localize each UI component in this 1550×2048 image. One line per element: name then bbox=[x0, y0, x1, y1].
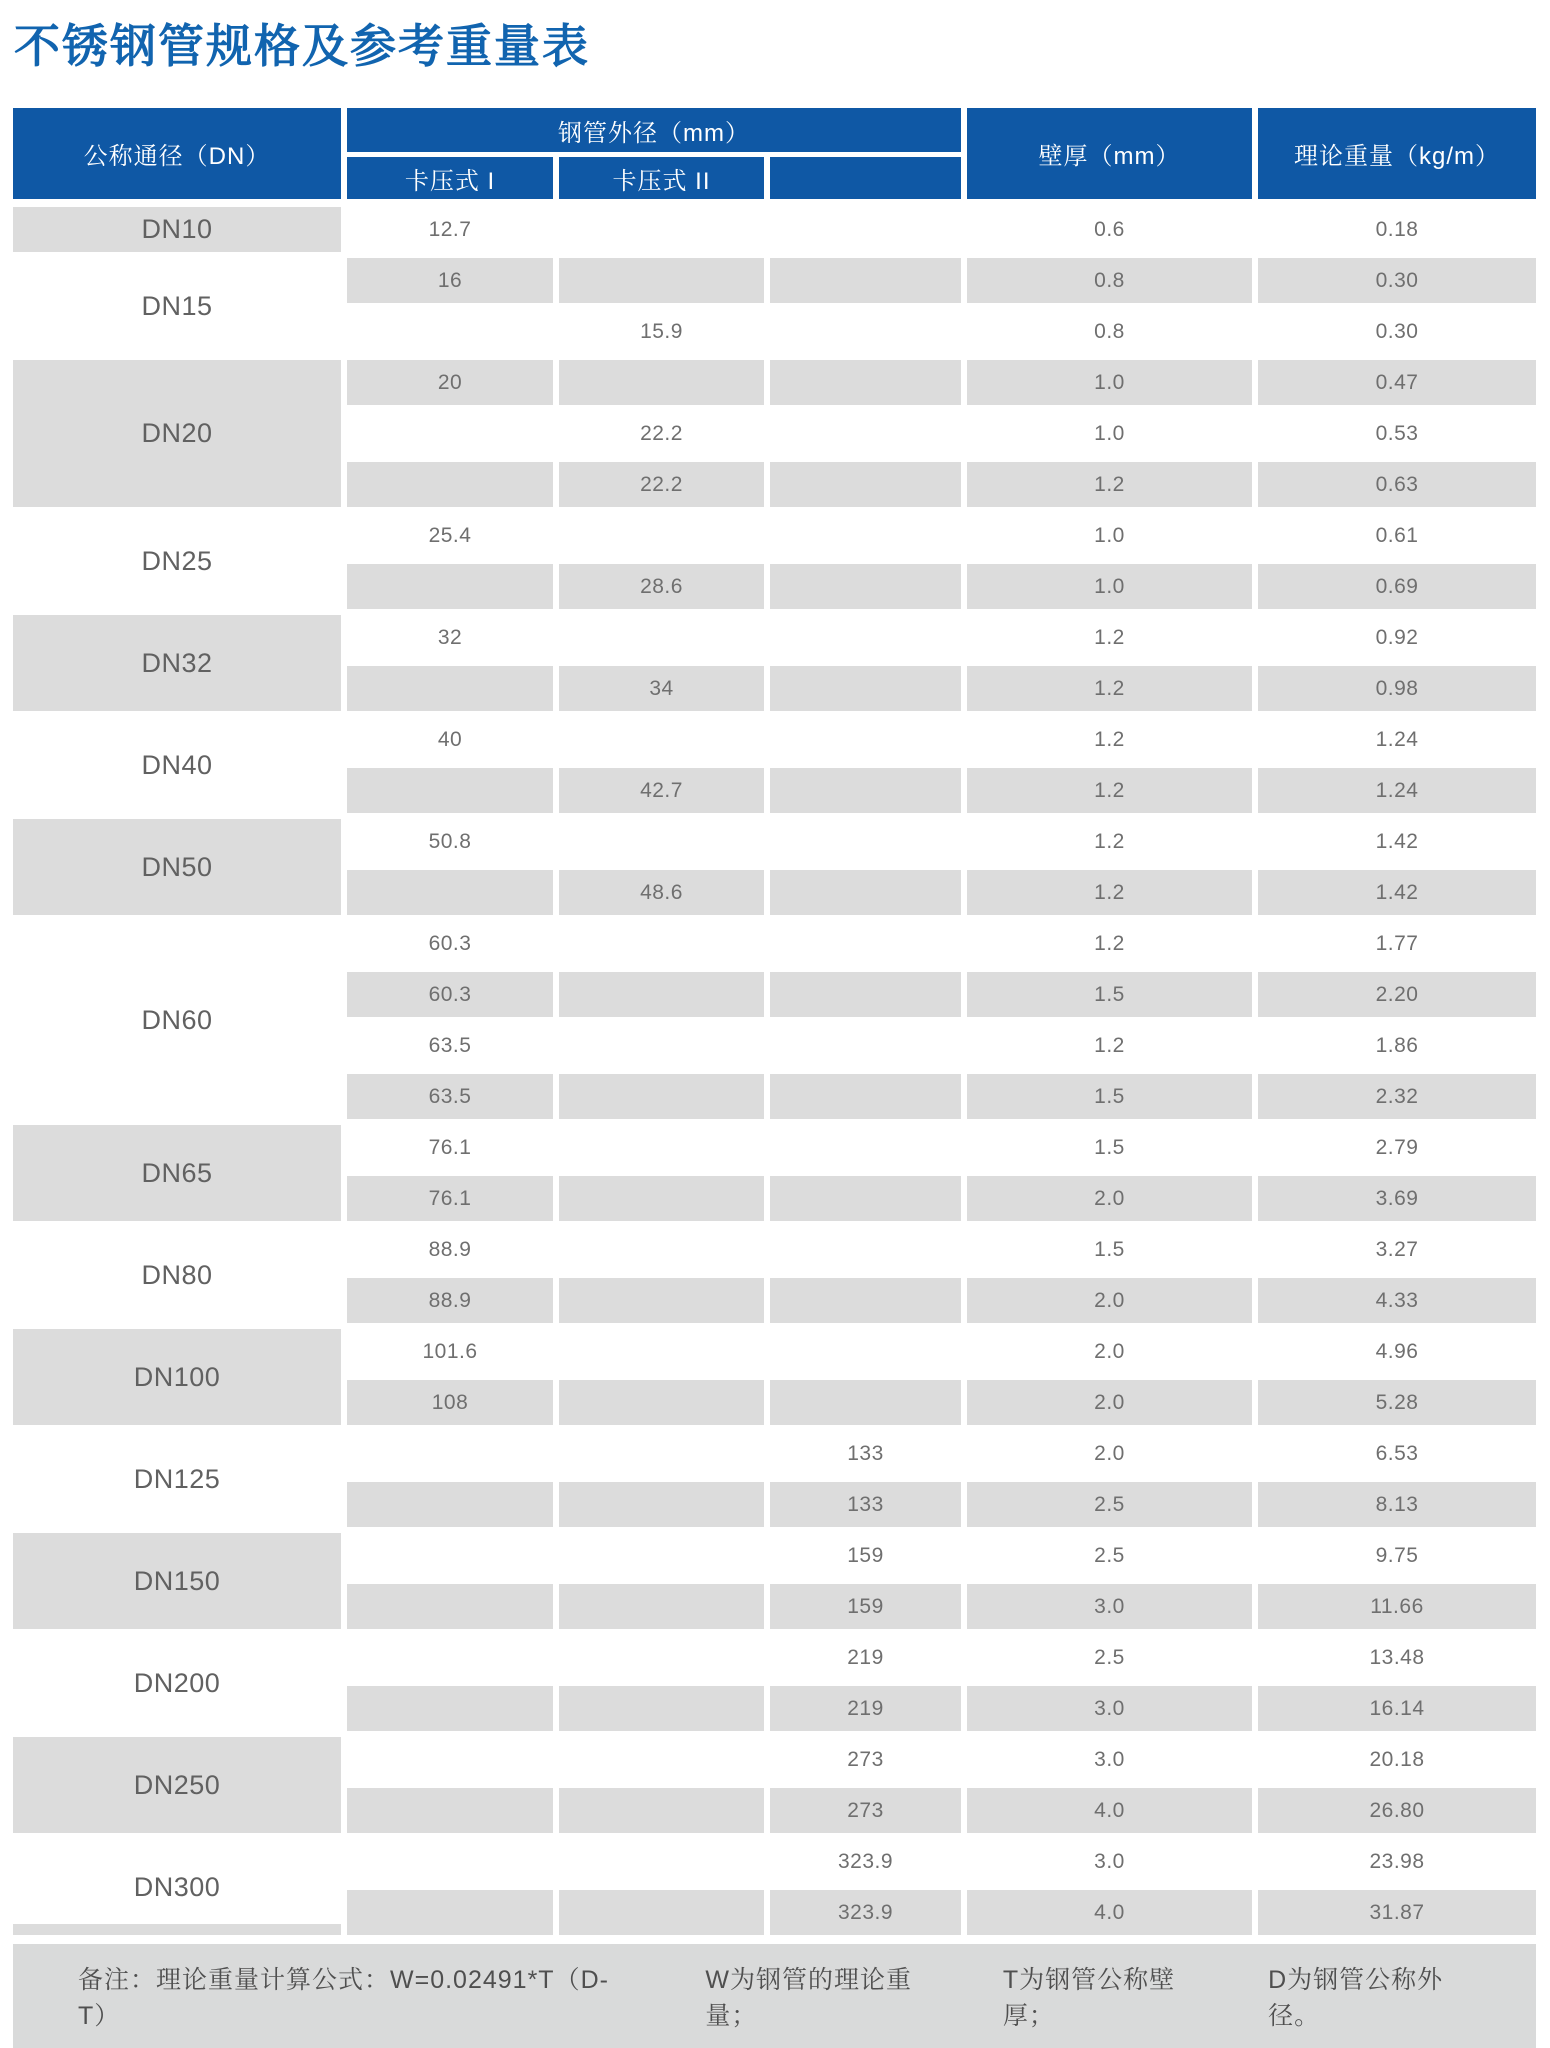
od-press2-cell bbox=[559, 1734, 764, 1785]
od-other-cell bbox=[770, 510, 961, 561]
wall-cell: 3.0 bbox=[1094, 1747, 1125, 1771]
od-press2-cell bbox=[559, 1071, 764, 1122]
od-press2-cell bbox=[559, 204, 764, 255]
dn-cell: DN25 bbox=[141, 545, 213, 576]
od-press2-cell bbox=[559, 612, 764, 663]
od-other-cell bbox=[770, 1275, 961, 1326]
wall-cell: 1.2 bbox=[967, 867, 1252, 918]
od-other-cell bbox=[770, 969, 961, 1020]
weight-cell: 26.80 bbox=[1258, 1785, 1536, 1836]
dn-cell: DN250 bbox=[13, 1734, 341, 1836]
weight-cell: 0.30 bbox=[1258, 255, 1536, 306]
wall-cell: 3.0 bbox=[967, 1581, 1252, 1632]
weight-cell: 1.86 bbox=[1375, 1033, 1419, 1057]
wall-cell: 0.6 bbox=[1094, 217, 1125, 241]
weight-cell: 5.28 bbox=[1258, 1377, 1536, 1428]
wall-cell: 3.0 bbox=[1094, 1849, 1125, 1873]
od-press1-cell: 25.4 bbox=[428, 523, 472, 547]
dn-cell: DN40 bbox=[141, 749, 213, 780]
od-press1-cell bbox=[347, 1683, 553, 1734]
od-press2-cell bbox=[559, 357, 764, 408]
wall-cell: 1.0 bbox=[967, 357, 1252, 408]
dn-cell: DN20 bbox=[13, 357, 341, 510]
wall-cell: 1.2 bbox=[1094, 625, 1125, 649]
od-press2-cell bbox=[559, 1530, 764, 1581]
footer-formula: 备注：理论重量计算公式：W=0.02491*T（D-T） bbox=[78, 1966, 609, 2030]
weight-cell: 0.53 bbox=[1375, 421, 1419, 445]
header-od-press2: 卡压式 II bbox=[559, 157, 764, 199]
weight-cell: 2.20 bbox=[1258, 969, 1536, 1020]
od-press2-cell bbox=[559, 714, 764, 765]
od-other-cell bbox=[770, 255, 961, 306]
od-press1-cell: 60.3 bbox=[347, 969, 553, 1020]
od-press2-cell: 34 bbox=[559, 663, 764, 714]
od-other-cell bbox=[770, 1071, 961, 1122]
weight-cell: 20.18 bbox=[1369, 1747, 1425, 1771]
od-other-cell: 159 bbox=[847, 1543, 884, 1567]
dn-column-bottom-strip bbox=[13, 1924, 341, 1935]
od-press1-cell bbox=[347, 1887, 553, 1938]
od-other-cell bbox=[770, 612, 961, 663]
od-press2-cell bbox=[559, 1428, 764, 1479]
od-press2-cell: 48.6 bbox=[559, 867, 764, 918]
footer-legend-d: D为钢管公称外径。 bbox=[1268, 1966, 1444, 2030]
wall-cell: 1.5 bbox=[1094, 1237, 1125, 1261]
od-other-cell: 219 bbox=[770, 1683, 961, 1734]
od-other-cell bbox=[770, 357, 961, 408]
wall-cell: 1.2 bbox=[967, 765, 1252, 816]
od-press2-cell bbox=[559, 1836, 764, 1887]
weight-cell: 0.61 bbox=[1375, 523, 1419, 547]
od-other-cell: 273 bbox=[770, 1785, 961, 1836]
wall-cell: 1.2 bbox=[1094, 1033, 1125, 1057]
od-press1-cell bbox=[347, 867, 553, 918]
od-press2-cell bbox=[559, 1275, 764, 1326]
od-other-cell bbox=[770, 1326, 961, 1377]
wall-cell: 1.0 bbox=[967, 561, 1252, 612]
od-press1-cell bbox=[347, 663, 553, 714]
od-press1-cell bbox=[347, 1632, 553, 1683]
od-other-cell: 133 bbox=[847, 1441, 884, 1465]
od-press1-cell: 12.7 bbox=[428, 217, 472, 241]
od-press2-cell: 15.9 bbox=[640, 319, 683, 343]
wall-cell: 0.8 bbox=[967, 255, 1252, 306]
od-press2-cell bbox=[559, 918, 764, 969]
wall-cell: 1.5 bbox=[1094, 1135, 1125, 1159]
od-press1-cell bbox=[347, 1428, 553, 1479]
dn-cell: DN60 bbox=[141, 1004, 213, 1035]
dn-cell: DN65 bbox=[13, 1122, 341, 1224]
od-other-cell: 133 bbox=[770, 1479, 961, 1530]
wall-cell: 2.5 bbox=[1094, 1645, 1125, 1669]
footer-legend-w: W为钢管的理论重量； bbox=[705, 1966, 913, 2030]
od-press2-cell bbox=[559, 1887, 764, 1938]
od-press1-cell: 88.9 bbox=[347, 1275, 553, 1326]
weight-cell: 0.69 bbox=[1258, 561, 1536, 612]
dn-cell: DN300 bbox=[133, 1871, 221, 1902]
od-press1-cell: 16 bbox=[347, 255, 553, 306]
wall-cell: 2.0 bbox=[967, 1377, 1252, 1428]
od-press1-cell: 60.3 bbox=[428, 931, 472, 955]
wall-cell: 0.8 bbox=[1094, 319, 1125, 343]
od-press2-cell bbox=[559, 1326, 764, 1377]
dn-cell: DN10 bbox=[13, 204, 341, 255]
od-press1-cell: 63.5 bbox=[347, 1071, 553, 1122]
od-press2-cell bbox=[559, 510, 764, 561]
weight-cell: 4.33 bbox=[1258, 1275, 1536, 1326]
od-other-cell: 273 bbox=[847, 1747, 884, 1771]
weight-cell: 11.66 bbox=[1258, 1581, 1536, 1632]
weight-cell: 9.75 bbox=[1375, 1543, 1419, 1567]
od-other-cell bbox=[770, 1377, 961, 1428]
od-press2-cell: 22.2 bbox=[559, 459, 764, 510]
od-other-cell bbox=[770, 204, 961, 255]
weight-cell: 1.77 bbox=[1375, 931, 1419, 955]
od-other-cell: 159 bbox=[770, 1581, 961, 1632]
wall-cell: 1.2 bbox=[1094, 829, 1125, 853]
wall-cell: 1.0 bbox=[1094, 421, 1125, 445]
weight-cell: 8.13 bbox=[1258, 1479, 1536, 1530]
weight-cell: 1.24 bbox=[1258, 765, 1536, 816]
od-press2-cell bbox=[559, 1020, 764, 1071]
wall-cell: 4.0 bbox=[967, 1785, 1252, 1836]
od-other-cell bbox=[770, 867, 961, 918]
wall-cell: 1.2 bbox=[967, 459, 1252, 510]
od-press1-cell bbox=[347, 1734, 553, 1785]
od-other-cell bbox=[770, 1173, 961, 1224]
od-press2-cell bbox=[559, 1224, 764, 1275]
page-title: 不锈钢管规格及参考重量表 bbox=[14, 20, 590, 72]
wall-cell: 2.0 bbox=[967, 1275, 1252, 1326]
header-od-other bbox=[770, 157, 961, 199]
wall-cell: 2.5 bbox=[1094, 1543, 1125, 1567]
weight-cell: 4.96 bbox=[1375, 1339, 1419, 1363]
od-other-cell bbox=[770, 765, 961, 816]
wall-cell: 2.5 bbox=[967, 1479, 1252, 1530]
od-press1-cell bbox=[347, 459, 553, 510]
footer-note-bar bbox=[13, 1944, 1536, 2048]
wall-cell: 3.0 bbox=[967, 1683, 1252, 1734]
od-other-cell bbox=[770, 1224, 961, 1275]
od-other-cell bbox=[770, 408, 961, 459]
header-wall: 壁厚（mm） bbox=[967, 108, 1252, 199]
od-other-cell bbox=[770, 714, 961, 765]
wall-cell: 1.2 bbox=[1094, 931, 1125, 955]
header-od-press1: 卡压式 I bbox=[347, 157, 553, 199]
footer-legend-t: T为钢管公称壁厚； bbox=[1002, 1966, 1176, 2030]
dn-cell: DN100 bbox=[13, 1326, 341, 1428]
od-other-cell bbox=[770, 561, 961, 612]
od-press1-cell: 50.8 bbox=[428, 829, 472, 853]
od-press2-cell bbox=[559, 1122, 764, 1173]
od-other-cell bbox=[770, 1020, 961, 1071]
weight-cell: 6.53 bbox=[1375, 1441, 1419, 1465]
header-weight: 理论重量（kg/m） bbox=[1258, 108, 1536, 199]
od-press2-cell bbox=[559, 255, 764, 306]
od-press1-cell bbox=[347, 765, 553, 816]
wall-cell: 1.2 bbox=[967, 663, 1252, 714]
weight-cell: 1.42 bbox=[1375, 829, 1419, 853]
od-press1-cell bbox=[347, 1836, 553, 1887]
od-press1-cell: 63.5 bbox=[428, 1033, 472, 1057]
weight-cell: 0.98 bbox=[1258, 663, 1536, 714]
od-other-cell bbox=[770, 459, 961, 510]
od-press2-cell: 22.2 bbox=[640, 421, 683, 445]
weight-cell: 0.30 bbox=[1375, 319, 1419, 343]
wall-cell: 1.0 bbox=[1094, 523, 1125, 547]
dn-cell: DN125 bbox=[133, 1463, 221, 1494]
dn-cell: DN32 bbox=[13, 612, 341, 714]
od-press1-cell: 40 bbox=[437, 727, 463, 751]
od-press2-cell bbox=[559, 1377, 764, 1428]
od-press2-cell bbox=[559, 1173, 764, 1224]
weight-cell: 31.87 bbox=[1258, 1887, 1536, 1938]
od-press1-cell: 76.1 bbox=[428, 1135, 472, 1159]
weight-cell: 0.92 bbox=[1375, 625, 1419, 649]
od-press1-cell bbox=[347, 1581, 553, 1632]
od-press1-cell bbox=[347, 408, 553, 459]
od-other-cell: 219 bbox=[847, 1645, 884, 1669]
od-other-cell: 323.9 bbox=[837, 1849, 894, 1873]
wall-cell: 2.0 bbox=[1094, 1339, 1125, 1363]
od-other-cell bbox=[770, 918, 961, 969]
od-press2-cell bbox=[559, 1581, 764, 1632]
od-other-cell bbox=[770, 663, 961, 714]
weight-cell: 2.79 bbox=[1375, 1135, 1419, 1159]
dn-cell: DN80 bbox=[141, 1259, 213, 1290]
dn-cell: DN200 bbox=[133, 1667, 221, 1698]
weight-cell: 13.48 bbox=[1369, 1645, 1425, 1669]
wall-cell: 2.0 bbox=[1094, 1441, 1125, 1465]
wall-cell: 4.0 bbox=[967, 1887, 1252, 1938]
od-press1-cell: 108 bbox=[347, 1377, 553, 1428]
header-od-group: 钢管外径（mm） bbox=[347, 108, 961, 152]
od-other-cell bbox=[770, 1122, 961, 1173]
weight-cell: 0.18 bbox=[1375, 217, 1419, 241]
od-press2-cell bbox=[559, 1632, 764, 1683]
od-press1-cell: 32 bbox=[437, 625, 463, 649]
wall-cell: 1.2 bbox=[1094, 727, 1125, 751]
od-press1-cell: 101.6 bbox=[422, 1339, 478, 1363]
table-header bbox=[13, 108, 1536, 199]
weight-cell: 23.98 bbox=[1369, 1849, 1425, 1873]
dn-cell: DN150 bbox=[13, 1530, 341, 1632]
od-press2-cell: 42.7 bbox=[559, 765, 764, 816]
dn-cell: DN15 bbox=[141, 290, 213, 321]
od-press1-cell bbox=[347, 1530, 553, 1581]
od-press2-cell bbox=[559, 969, 764, 1020]
table-body bbox=[13, 204, 1536, 1938]
od-other-cell bbox=[770, 306, 961, 357]
weight-cell: 16.14 bbox=[1258, 1683, 1536, 1734]
weight-cell: 2.32 bbox=[1258, 1071, 1536, 1122]
weight-cell: 0.63 bbox=[1258, 459, 1536, 510]
od-press1-cell bbox=[347, 1785, 553, 1836]
od-other-cell: 323.9 bbox=[770, 1887, 961, 1938]
od-press1-cell: 20 bbox=[347, 357, 553, 408]
weight-cell: 1.24 bbox=[1375, 727, 1419, 751]
od-press1-cell: 88.9 bbox=[428, 1237, 472, 1261]
spec-table bbox=[13, 108, 1536, 1938]
od-press1-cell bbox=[347, 306, 553, 357]
wall-cell: 1.5 bbox=[967, 1071, 1252, 1122]
od-press2-cell: 28.6 bbox=[559, 561, 764, 612]
od-press2-cell bbox=[559, 1785, 764, 1836]
od-press1-cell: 76.1 bbox=[347, 1173, 553, 1224]
weight-cell: 1.42 bbox=[1258, 867, 1536, 918]
wall-cell: 1.5 bbox=[967, 969, 1252, 1020]
od-press1-cell bbox=[347, 1479, 553, 1530]
weight-cell: 3.27 bbox=[1375, 1237, 1419, 1261]
od-press2-cell bbox=[559, 816, 764, 867]
weight-cell: 3.69 bbox=[1258, 1173, 1536, 1224]
od-press1-cell bbox=[347, 561, 553, 612]
dn-cell: DN50 bbox=[13, 816, 341, 918]
wall-cell: 2.0 bbox=[967, 1173, 1252, 1224]
od-press2-cell bbox=[559, 1479, 764, 1530]
header-dn: 公称通径（DN） bbox=[13, 108, 341, 199]
od-other-cell bbox=[770, 816, 961, 867]
od-press2-cell bbox=[559, 1683, 764, 1734]
weight-cell: 0.47 bbox=[1258, 357, 1536, 408]
